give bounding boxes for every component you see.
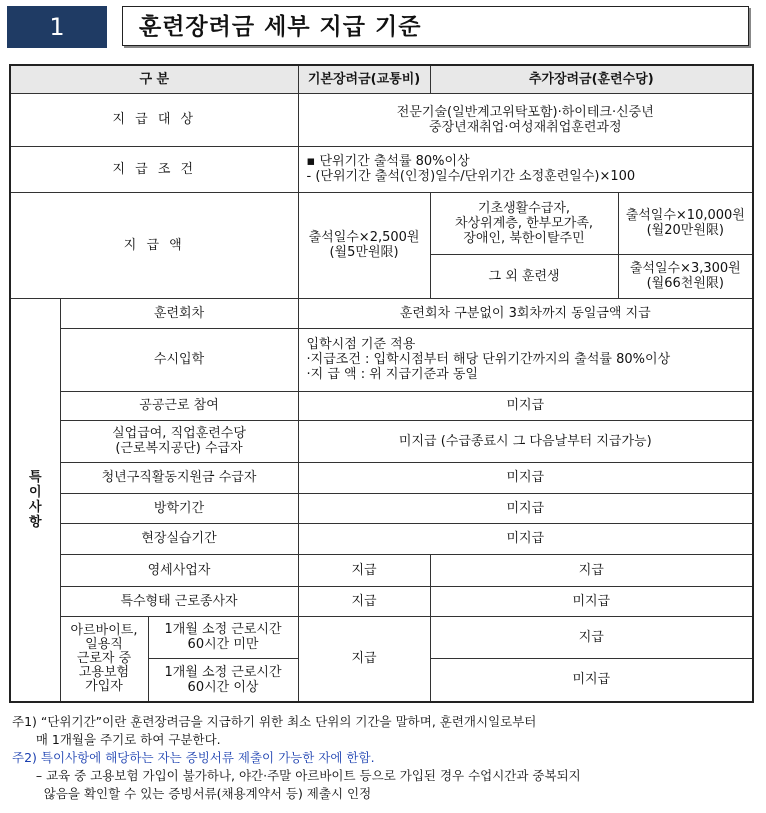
table-row (10, 554, 753, 586)
row-label: 훈련회차 (60, 298, 298, 328)
row-value: 입학시점 기준 적용 ·지급조건 : 입학시점부터 해당 단위기간까지의 출석률 80%이상 ·지 급 액 : 위 지급기준과 동일 (298, 328, 753, 391)
row-value: 미지급 (298, 493, 753, 523)
row-value: 훈련회차 구분없이 3회차까지 동일금액 지급 (298, 298, 753, 328)
table-row (10, 616, 753, 658)
condition-label: 지 급 조 건 (10, 146, 298, 192)
eligibility-value: 전문기술(일반계고위탁포함)·하이테크·신중년 중장년재취업·여성재취업훈련과정 (298, 93, 753, 146)
table-row (10, 523, 753, 554)
table-row (10, 586, 753, 616)
footnotes (12, 713, 756, 803)
amount-basic: 출석일수×2,500원 (월5만원限) (298, 192, 430, 298)
table-row (10, 391, 753, 420)
section-title: 훈련장려금 세부 지급 기준 (122, 6, 749, 46)
table-row (10, 298, 753, 328)
row-extra-value: 지급 (430, 616, 753, 658)
table-row (10, 328, 753, 391)
table-row (10, 146, 753, 192)
amount-group2-label: 그 외 훈련생 (430, 254, 618, 298)
row-label: 영세사업자 (60, 554, 298, 586)
row-label: 청년구직활동지원금 수급자 (60, 462, 298, 493)
condition-value: ▪ 단위기간 출석률 80%이상 - (단위기간 출석(인정)일수/단위기간 소정훈련일수)×100 (298, 146, 753, 192)
row-value: 미지급 (수급종료시 그 다음날부터 지급가능) (298, 420, 753, 462)
row-value: 미지급 (298, 391, 753, 420)
row-extra-value: 지급 (430, 554, 753, 586)
table-row (10, 93, 753, 146)
row-label: 현장실습기간 (60, 523, 298, 554)
table-row (10, 462, 753, 493)
row-basic-value: 지급 (298, 616, 430, 702)
row-label: 특수형태 근로종사자 (60, 586, 298, 616)
row-label: 방학기간 (60, 493, 298, 523)
row-label: 수시입학 (60, 328, 298, 391)
header-basic-allowance: 기본장려금(교통비) (298, 65, 430, 93)
section-header (7, 6, 751, 48)
row-label: 실업급여, 직업훈련수당 (근로복지공단) 수급자 (60, 420, 298, 462)
footnote-2-sub1: – 교육 중 고용보험 가입이 불가하나, 야간·주말 아르바이트 등으로 가입된 경우 수업시간과 중복되지 (12, 768, 581, 783)
footnote-1-line2: 매 1개월을 주기로 하여 구분한다. (12, 732, 221, 747)
row-value: 미지급 (298, 523, 753, 554)
amount-label: 지 급 액 (10, 192, 298, 298)
eligibility-label: 지 급 대 상 (10, 93, 298, 146)
row-basic-value: 지급 (298, 554, 430, 586)
row-label: 아르바이트, 일용직 근로자 중 고용보험 가입자 (60, 616, 148, 702)
row-label: 공공근로 참여 (60, 391, 298, 420)
footnote-1-line1: 주1) “단위기간”이란 훈련장려금을 지급하기 위한 최소 단위의 기간을 말하며, 훈련개시일로부터 (12, 714, 537, 729)
footnote-2-sub2: 않음을 확인할 수 있는 증빙서류(채용계약서 등) 제출시 인정 (12, 786, 372, 801)
header-extra-allowance: 추가장려금(훈련수당) (430, 65, 753, 93)
row-extra-value: 미지급 (430, 658, 753, 702)
header-category: 구 분 (10, 65, 298, 93)
special-notes-label: 특 이 사 항 (10, 298, 60, 702)
table-row (10, 420, 753, 462)
row-value: 미지급 (298, 462, 753, 493)
row-basic-value: 지급 (298, 586, 430, 616)
table-row (10, 192, 753, 254)
row-sublabel: 1개월 소정 근로시간 60시간 미만 (148, 616, 298, 658)
section-number: 1 (7, 6, 107, 48)
table-header-row (10, 65, 753, 93)
amount-group2-value: 출석일수×3,300원 (월66천원限) (618, 254, 753, 298)
payment-criteria-table (9, 64, 754, 703)
row-sublabel: 1개월 소정 근로시간 60시간 이상 (148, 658, 298, 702)
amount-group1-value: 출석일수×10,000원 (월20만원限) (618, 192, 753, 254)
table-row (10, 493, 753, 523)
amount-group1-label: 기초생활수급자, 차상위계층, 한부모가족, 장애인, 북한이탈주민 (430, 192, 618, 254)
row-extra-value: 미지급 (430, 586, 753, 616)
footnote-2: 주2) 특이사항에 해당하는 자는 증빙서류 제출이 가능한 자에 한함. (12, 750, 375, 765)
